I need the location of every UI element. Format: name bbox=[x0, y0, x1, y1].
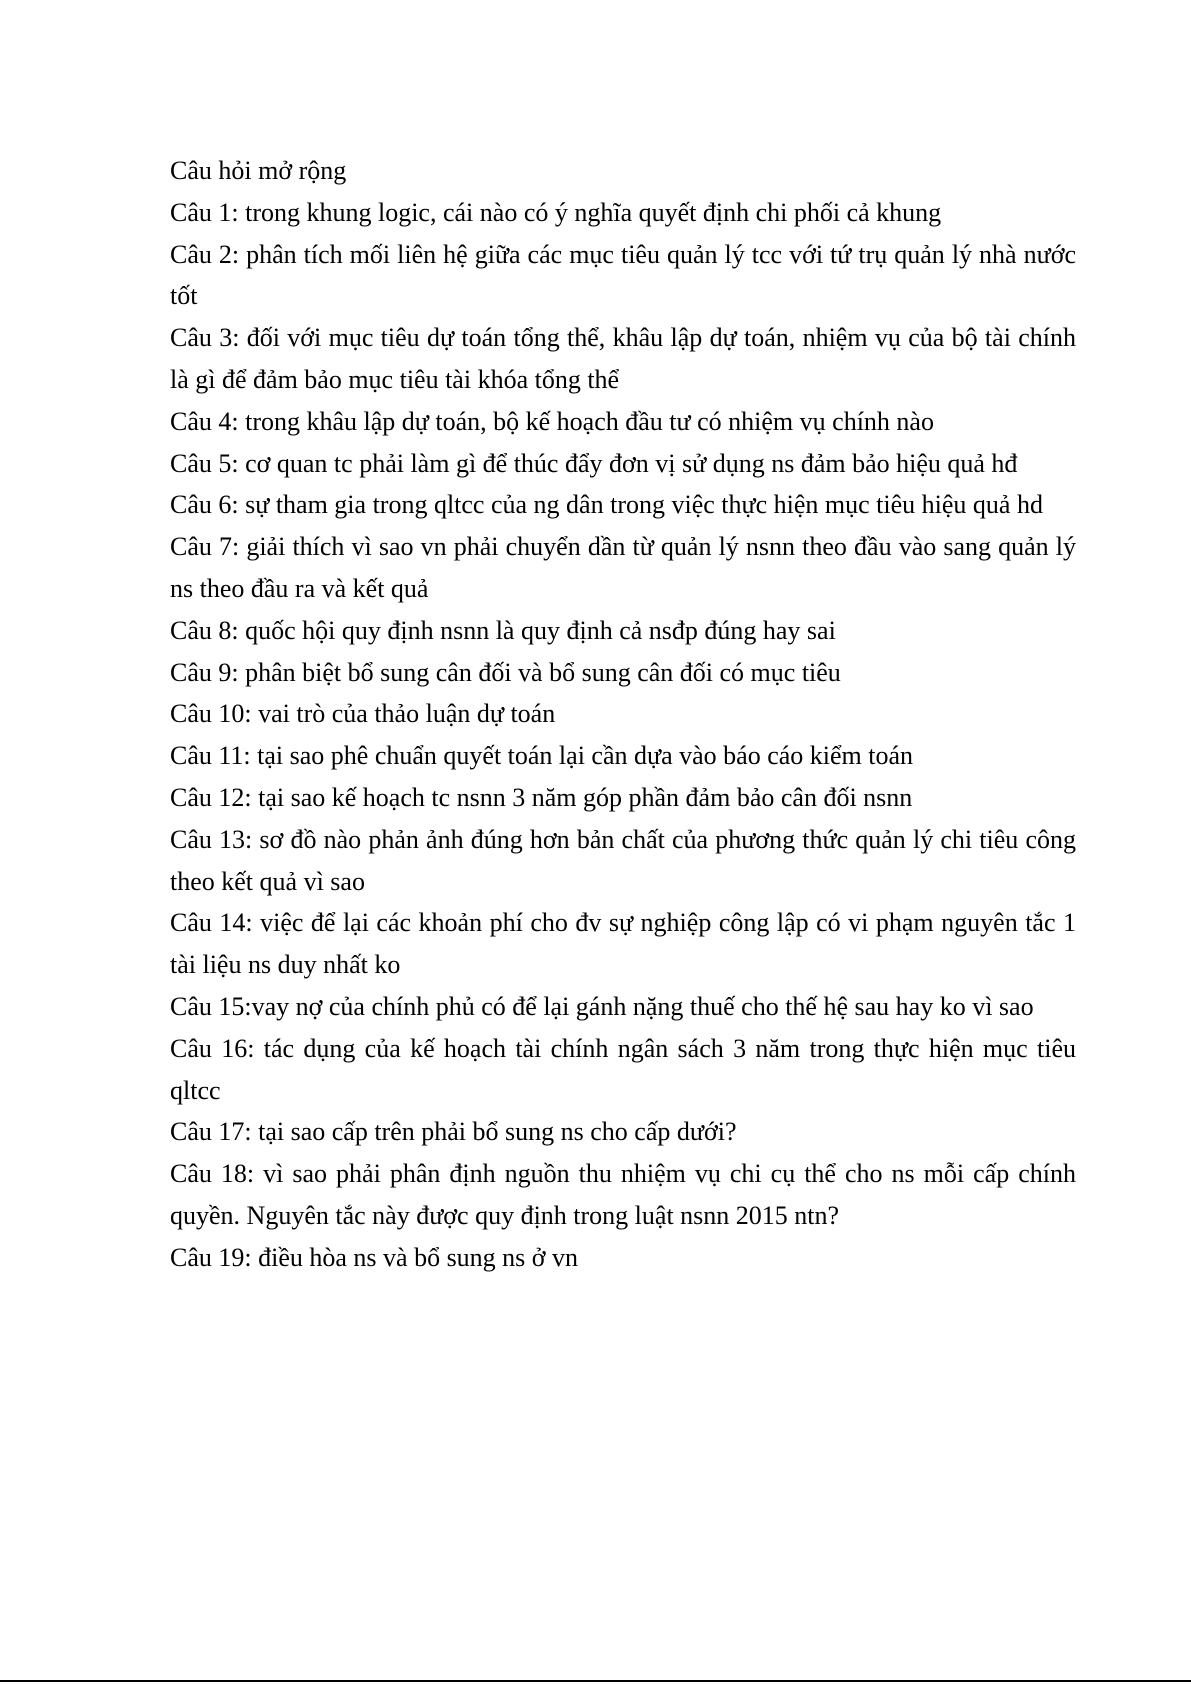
question-8: Câu 8: quốc hội quy định nsnn là quy định cả nsđp đúng hay sai bbox=[170, 615, 836, 645]
question-14: Câu 14: việc để lại các khoản phí cho đv sự nghiệp công lập có vi phạm nguyên tắc 1 tài liệu ns duy nhất ko bbox=[170, 908, 1076, 980]
question-16: Câu 16: tác dụng của kế hoạch tài chính ngân sách 3 năm trong thực hiện mục tiêu qltcc bbox=[170, 1033, 1076, 1105]
question-4: Câu 4: trong khâu lập dự toán, bộ kế hoạch đầu tư có nhiệm vụ chính nào bbox=[170, 406, 934, 436]
question-17: Câu 17: tại sao cấp trên phải bổ sung ns cho cấp dưới? bbox=[170, 1117, 737, 1147]
question-3: Câu 3: đối với mục tiêu dự toán tổng thể, khâu lập dự toán, nhiệm vụ của bộ tài chính là gì để đảm bảo mục tiêu tài khóa tổng thể bbox=[170, 323, 1076, 394]
question-10: Câu 10: vai trò của thảo luận dự toán bbox=[170, 699, 556, 729]
question-2: Câu 2: phân tích mối liên hệ giữa các mục tiêu quản lý tcc với tứ trụ quản lý nhà nước tốt bbox=[170, 239, 1076, 311]
question-9: Câu 9: phân biệt bổ sung cân đối và bổ sung cân đối có mục tiêu bbox=[170, 657, 841, 687]
question-13: Câu 13: sơ đồ nào phản ảnh đúng hơn bản chất của phương thức quản lý chi tiêu công theo kết quả vì sao bbox=[170, 824, 1076, 896]
question-12: Câu 12: tại sao kế hoạch tc nsnn 3 năm góp phần đảm bảo cân đối nsnn bbox=[170, 782, 913, 812]
question-7: Câu 7: giải thích vì sao vn phải chuyển dần từ quản lý nsnn theo đầu vào sang quản lý ns theo đầu ra và kết quả bbox=[170, 532, 1076, 603]
question-15: Câu 15:vay nợ của chính phủ có để lại gánh nặng thuế cho thế hệ sau hay ko vì sao bbox=[170, 991, 1034, 1021]
question-5: Câu 5: cơ quan tc phải làm gì để thúc đẩy đơn vị sử dụng ns đảm bảo hiệu quả hđ bbox=[170, 448, 1018, 478]
document-heading: Câu hỏi mở rộng bbox=[170, 156, 347, 185]
question-18: Câu 18: vì sao phải phân định nguồn thu nhiệm vụ chi cụ thể cho ns mỗi cấp chính quyền. Nguyên tắc này được quy định trong luật nsnn 2015 ntn? bbox=[170, 1159, 1076, 1230]
document-body bbox=[170, 150, 1076, 1279]
question-19: Câu 19: điều hòa ns và bổ sung ns ở vn bbox=[170, 1242, 579, 1272]
question-11: Câu 11: tại sao phê chuẩn quyết toán lại cần dựa vào báo cáo kiểm toán bbox=[170, 741, 914, 771]
bottom-edge-line bbox=[0, 1680, 1191, 1682]
question-6: Câu 6: sự tham gia trong qltcc của ng dân trong việc thực hiện mục tiêu hiệu quả hd bbox=[170, 490, 1043, 520]
question-1: Câu 1: trong khung logic, cái nào có ý nghĩa quyết định chi phối cả khung bbox=[170, 197, 942, 227]
